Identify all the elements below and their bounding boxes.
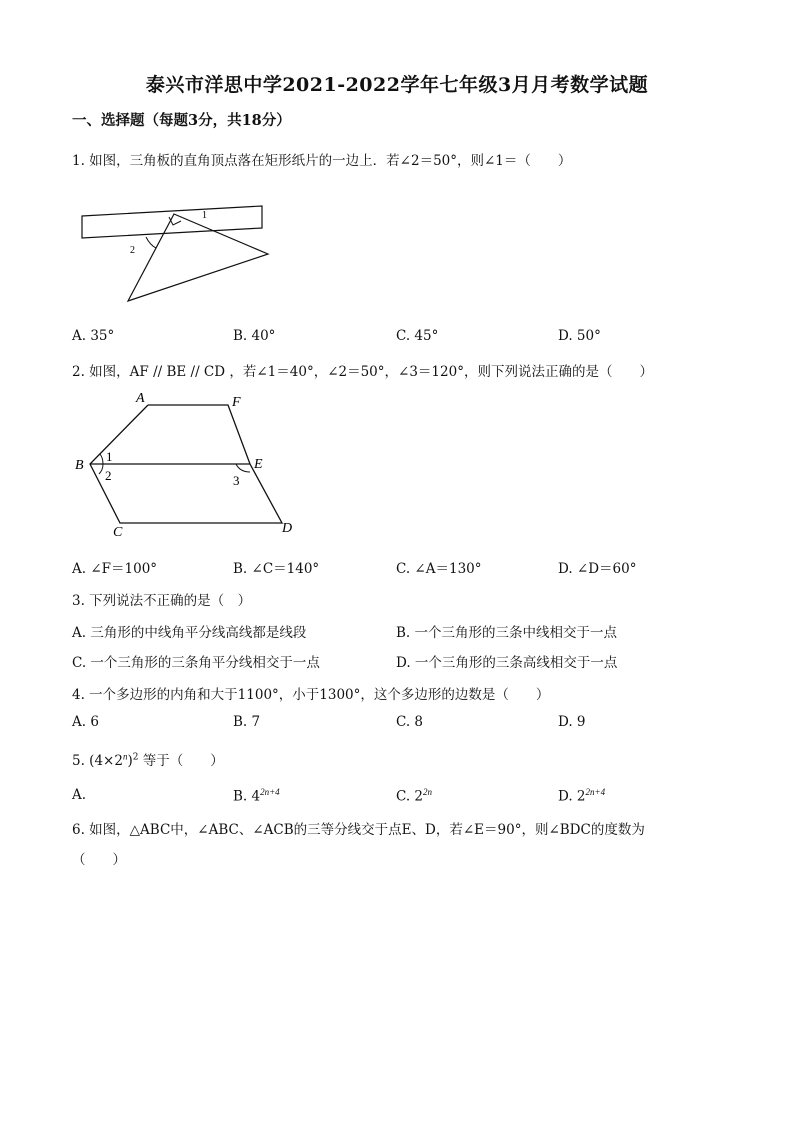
question-2-text: 2. 如图，AF // BE // CD ，若∠1＝40°，∠2＝50°，∠3＝120°，则下列说法正确的是（ ） — [72, 364, 653, 380]
question-3-text: 3. 下列说法不正确的是（ ） — [72, 593, 252, 609]
q2-option-b[interactable]: B. ∠C＝140° — [233, 561, 320, 577]
angle-2-label: 2 — [130, 245, 135, 256]
q1-option-b[interactable]: B. 40° — [233, 328, 276, 344]
page-title: 泰兴市洋思中学2021-2022学年七年级3月月考数学试题 — [145, 74, 649, 96]
angle-2-arc — [146, 237, 156, 248]
q2-option-a[interactable]: A. ∠F＝100° — [72, 561, 158, 577]
q4-option-c[interactable]: C. 8 — [396, 714, 424, 730]
q3-option-d[interactable]: D. 一个三角形的三条高线相交于一点 — [396, 655, 618, 671]
label-angle-3: 3 — [233, 473, 240, 488]
q3-option-a[interactable]: A. 三角形的中线角平分线高线都是线段 — [72, 625, 307, 641]
q5-option-c[interactable]: C. $2^{2n}$ — [396, 787, 433, 805]
q2-option-d[interactable]: D. ∠D＝60° — [558, 561, 637, 577]
label-a: A — [136, 391, 145, 406]
q1-option-d[interactable]: D. 50° — [558, 328, 601, 344]
angle-1-label: 1 — [202, 210, 207, 221]
question-2-figure — [70, 388, 310, 544]
question-5-text: 5. $(4\times 2^n)^2$ 等于（ ） — [72, 751, 224, 769]
q1-option-c[interactable]: C. 45° — [396, 328, 439, 344]
q4-option-d[interactable]: D. 9 — [558, 714, 586, 730]
q4-option-b[interactable]: B. 7 — [233, 714, 261, 730]
q1-option-a[interactable]: A. 35° — [72, 328, 115, 344]
label-b: B — [75, 458, 84, 473]
right-angle-mark — [169, 217, 181, 225]
question-4-text: 4. 一个多边形的内角和大于1100°，小于1300°，这个多边形的边数是（ ） — [72, 687, 550, 703]
question-1-text: 1. 如图，三角板的直角顶点落在矩形纸片的一边上．若∠2＝50°，则∠1＝（ ） — [72, 153, 572, 169]
question-6-answer-bracket: （ ） — [72, 852, 126, 868]
label-d: D — [282, 521, 293, 536]
q2-option-c[interactable]: C. ∠A＝130° — [396, 561, 482, 577]
q3-option-b[interactable]: B. 一个三角形的三条中线相交于一点 — [396, 625, 618, 641]
q3-option-c[interactable]: C. 一个三角形的三条角平分线相交于一点 — [72, 655, 320, 671]
section-heading: 一、选择题（每题3分，共18分） — [72, 112, 291, 129]
label-c: C — [113, 525, 123, 540]
question-6-text: 6. 如图，△ABC中，∠ABC、∠ACB的三等分线交于点E、D，若∠E＝90°，则∠BDC的度数为 — [72, 822, 645, 838]
triangle-ruler — [128, 214, 268, 301]
label-f: F — [232, 395, 241, 410]
q5-option-b[interactable]: B. $4^{2n+4}$ — [233, 787, 280, 805]
label-angle-1: 1 — [106, 449, 113, 464]
q5-option-d[interactable]: D. $2^{2n+4}$ — [558, 787, 606, 805]
question-1-figure — [76, 196, 276, 308]
q5-option-a[interactable]: A. — [72, 787, 87, 803]
label-e: E — [254, 457, 263, 472]
angle-2-arc — [99, 464, 103, 474]
angle-3-arc — [236, 464, 250, 472]
angle-1-arc — [100, 454, 103, 464]
label-angle-2: 2 — [105, 468, 112, 483]
q4-option-a[interactable]: A. 6 — [72, 714, 99, 730]
